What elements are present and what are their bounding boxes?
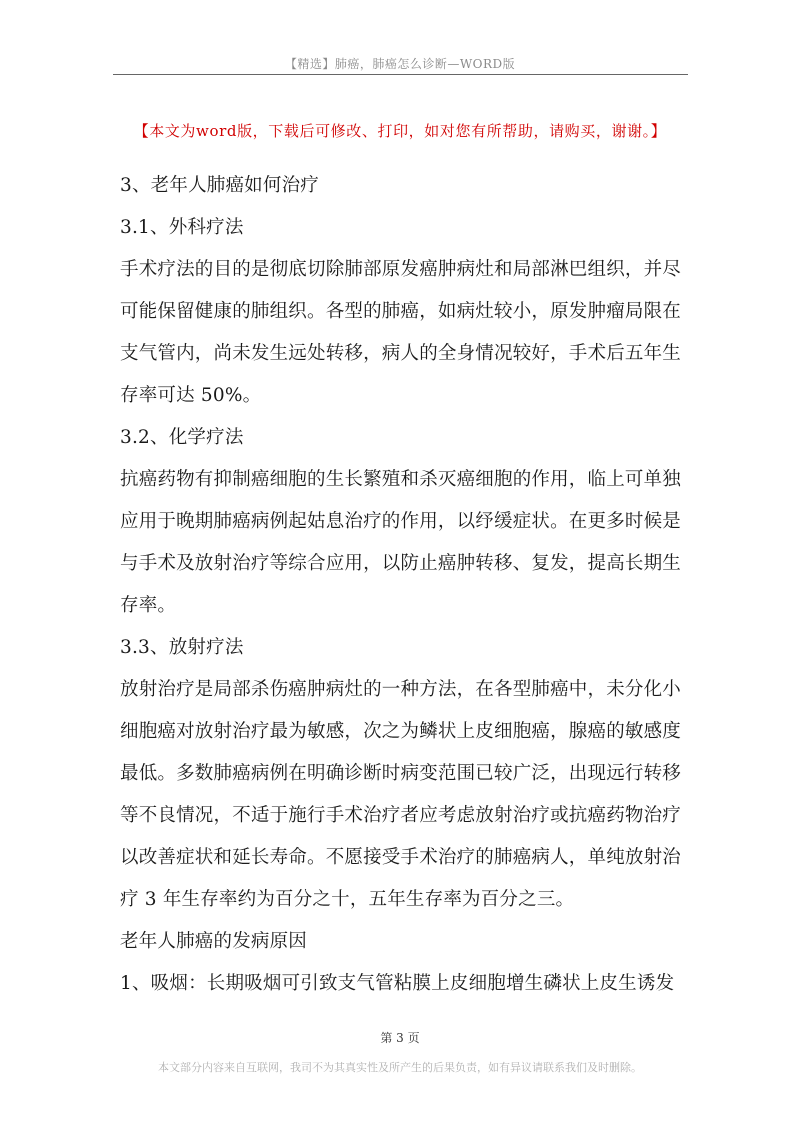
body-text-line: 与手术及放射治疗等综合应用，以防止癌肿转移、复发，提高长期生 — [120, 553, 682, 574]
body-text-line: 存率可达 50%。 — [120, 385, 262, 406]
body-text-line: 放射治疗是局部杀伤癌肿病灶的一种方法，在各型肺癌中，未分化小 — [120, 679, 682, 700]
page-footer: 本文部分内容来自互联网，我司不为其真实性及所产生的后果负责，如有异议请联系我们及时删除。 — [158, 1061, 642, 1074]
page-number: 第 3 页 — [380, 1031, 420, 1045]
body-text-line: 等不良情况，不适于施行手术治疗者应考虑放射治疗或抗癌药物治疗 — [120, 805, 682, 826]
subsection-heading: 3.3、放射疗法 — [120, 637, 244, 658]
body-text-line: 抗癌药物有抑制癌细胞的生长繁殖和杀灭癌细胞的作用，临上可单独 — [120, 469, 682, 490]
body-text-line: 1、吸烟：长期吸烟可引致支气管粘膜上皮细胞增生磷状上皮生诱发 — [120, 973, 675, 994]
section-heading: 老年人肺癌的发病原因 — [120, 931, 308, 952]
download-notice: 【本文为word版，下载后可修改、打印，如对您有所帮助，请购买，谢谢。】 — [133, 122, 667, 140]
subsection-heading: 3.2、化学疗法 — [120, 427, 244, 448]
body-text-line: 以改善症状和延长寿命。不愿接受手术治疗的肺癌病人，单纯放射治 — [120, 847, 682, 868]
header-divider — [113, 74, 688, 75]
body-text-line: 可能保留健康的肺组织。各型的肺癌，如病灶较小，原发肿瘤局限在 — [120, 301, 682, 322]
page-header: 【精选】肺癌，肺癌怎么诊断—WORD版 — [284, 57, 516, 71]
subsection-heading: 3.1、外科疗法 — [120, 217, 244, 238]
section-heading: 3、老年人肺癌如何治疗 — [120, 175, 319, 196]
body-text-line: 应用于晚期肺癌病例起姑息治疗的作用，以纾缓症状。在更多时候是 — [120, 511, 682, 532]
body-text-line: 存率。 — [120, 595, 177, 616]
body-text-line: 疗 3 年生存率约为百分之十，五年生存率为百分之三。 — [120, 889, 575, 910]
body-text-line: 最低。多数肺癌病例在明确诊断时病变范围已较广泛，出现远行转移 — [120, 763, 682, 784]
body-text-line: 支气管内，尚未发生远处转移，病人的全身情况较好，手术后五年生 — [120, 343, 682, 364]
body-text-line: 手术疗法的目的是彻底切除肺部原发癌肿病灶和局部淋巴组织，并尽 — [120, 259, 682, 280]
body-text-line: 细胞癌对放射治疗最为敏感，次之为鳞状上皮细胞癌，腺癌的敏感度 — [120, 721, 682, 742]
